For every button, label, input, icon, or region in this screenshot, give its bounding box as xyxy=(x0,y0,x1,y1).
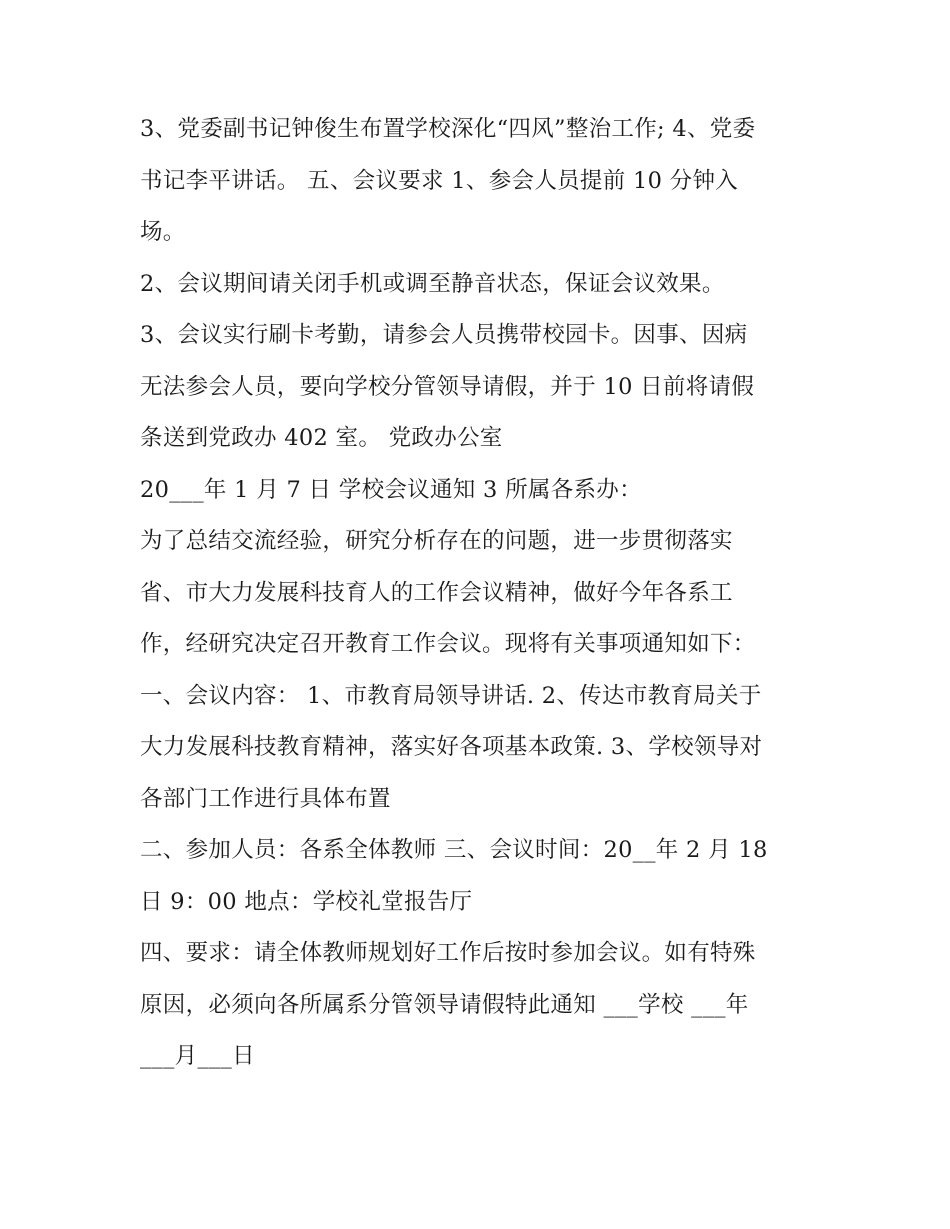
text-line: ___月___日 xyxy=(140,1043,255,1069)
text-line: 四、要求：请全体教师规划好工作后按时参加会议。如有特殊 xyxy=(140,940,756,966)
text-line: 作，经研究决定召开教育工作会议。现将有关事项通知如下： xyxy=(140,631,756,657)
text-line: 3、党委副书记钟俊生布置学校深化“四风”整治工作; 4、党委 xyxy=(140,116,756,142)
document-body xyxy=(140,104,820,1083)
text-line: 场。 xyxy=(140,219,186,245)
text-line: 20___年 1 月 7 日 学校会议通知 3 所属各系办： xyxy=(140,476,642,503)
text-line: 原因，必须向各所属系分管领导请假特此通知 ___学校 ___年 xyxy=(140,991,749,1018)
text-line: 书记李平讲话。 五、会议要求 1、参会人员提前 10 分钟入 xyxy=(140,167,739,194)
text-line: 二、参加人员：各系全体教师 三、会议时间：20__年 2 月 18 xyxy=(140,837,768,863)
text-line: 为了总结交流经验，研究分析存在的问题，进一步贯彻落实 xyxy=(140,528,733,554)
text-line: 一、会议内容： 1、市教育局领导讲话. 2、传达市教育局关于 xyxy=(140,682,762,709)
text-line: 3、会议实行刷卡考勤，请参会人员携带校园卡。因事、因病 xyxy=(140,322,748,348)
text-line: 无法参会人员，要向学校分管领导请假，并于 10 日前将请假 xyxy=(140,373,755,400)
text-line: 各部门工作进行具体布置 xyxy=(140,785,391,812)
text-line: 条送到党政办 402 室。 党政办公室 xyxy=(140,425,503,451)
text-line: 日 9：00 地点：学校礼堂报告厅 xyxy=(140,888,473,915)
text-line: 省、市大力发展科技育人的工作会议精神，做好今年各系工 xyxy=(140,579,733,606)
text-line: 2、会议期间请关闭手机或调至静音状态，保证会议效果。 xyxy=(140,270,725,297)
text-line: 大力发展科技教育精神，落实好各项基本政策. 3、学校领导对 xyxy=(140,734,763,760)
